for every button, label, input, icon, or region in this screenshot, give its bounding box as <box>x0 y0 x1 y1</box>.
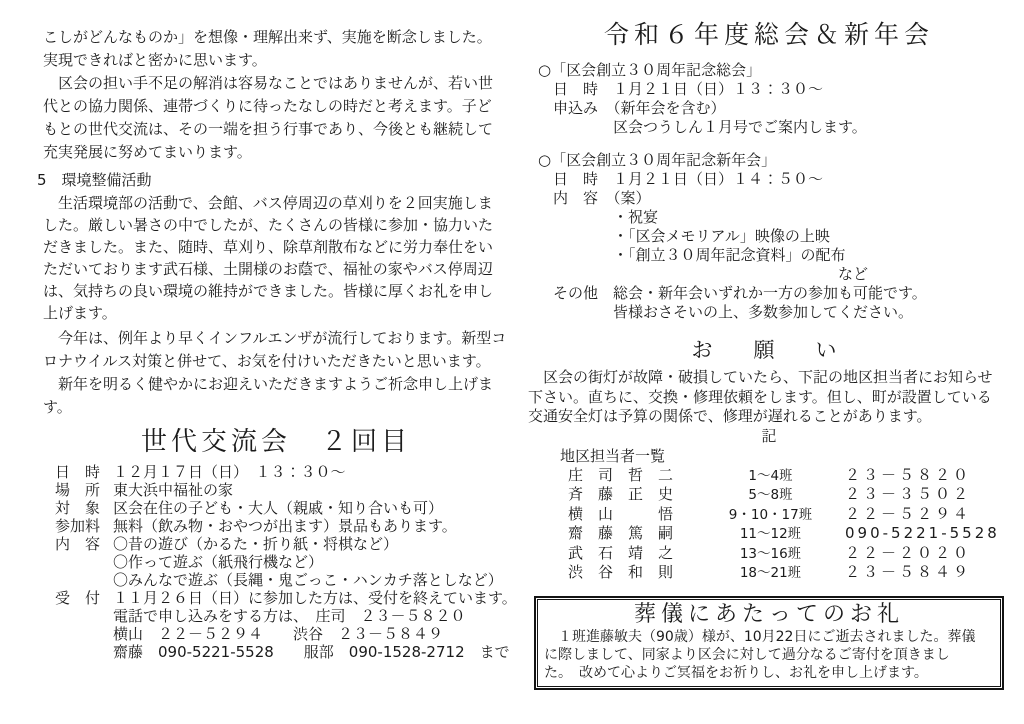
contact-area: 1～4班 <box>748 467 793 484</box>
block-line: 日 時 １月２１日（日）１４：５０～ <box>538 170 824 188</box>
anniversary-meeting-block <box>528 61 1010 137</box>
block-line: 内 容 （案） <box>538 189 651 207</box>
row-label: 対 象 <box>55 499 101 517</box>
paragraph-line: 区会の街灯が故障・破損していたら、下記の地区担当者にお知らせ <box>528 368 993 386</box>
event-row-datetime <box>55 463 517 481</box>
contact-row <box>568 466 1010 486</box>
paragraph-line: １班進藤敏夫（90歳）様が、10月22日にご逝去されました。葬儀 <box>544 628 976 645</box>
paragraph-line: こしがどんなものか」を想像・理解出来ず、実施を断念しました。 <box>43 28 492 46</box>
paragraph-line: 区会の担い手不足の解消は容易なことではありませんが、若い世 <box>43 74 494 92</box>
contact-area: 13～16班 <box>739 545 802 562</box>
left-column <box>35 26 517 661</box>
contact-phone: ２３－３５０２ <box>845 485 972 503</box>
paragraph-line: は、気持ちの良い環境の維持ができました。皆様に厚くお礼を申し <box>43 282 494 300</box>
row-value <box>113 517 517 535</box>
paragraph-line: 下さい。直ちに、交換・修理依頼をします。但し、町が設置している <box>528 387 992 406</box>
section5-paragraph <box>35 192 517 324</box>
block-line: その他 総会・新年会いずれか一方の参加も可能です。 <box>538 284 927 302</box>
paragraph-line: 交通安全灯は予算の関係で、修理が遅れることがあります。 <box>528 407 932 425</box>
block-line: ○「区会創立３０周年記念新年会」 <box>538 151 777 169</box>
contact-row <box>568 524 1010 544</box>
row-value-line: 齋藤 090-5221-5528 服部 090-1528-2712 まで <box>113 643 510 661</box>
row-value <box>113 535 517 589</box>
event-row-contents <box>55 535 517 589</box>
paragraph-line: 代との協力関係、連帯づくりに待ったなしの時だと考えます。子ど <box>43 97 492 115</box>
row-value <box>113 463 517 481</box>
general-meeting-heading: 令和６年度総会＆新年会 <box>603 20 934 49</box>
row-value <box>113 481 517 499</box>
row-value-line: 無料（飲み物・おやつが出ます）景品もあります。 <box>113 517 457 535</box>
paragraph-line: に際しまして、同家より区会に対して過分なるご寄付を頂きまし <box>544 646 950 663</box>
paragraph-line: 新年を明るく健やかにお迎えいただきますようご祈念申し上げま <box>43 375 494 393</box>
row-value-line: 区会在住の子ども・大人（親戚・知り合いも可） <box>113 499 444 517</box>
contact-row <box>568 485 1010 505</box>
row-value-line: １１月２６日（日）に参加した方は、受付を終えています。 <box>113 589 517 607</box>
funeral-body <box>544 628 994 682</box>
new-year-party-block <box>528 151 1010 322</box>
right-column <box>528 18 1010 690</box>
contact-phone: ２２－２０２０ <box>845 543 972 562</box>
contact-area: 5～8班 <box>748 487 793 503</box>
paragraph-line: 生活環境部の活動で、会館、バス停周辺の草刈りを２回実施しま <box>43 194 493 212</box>
paragraph-line: ロナウイルス対策と併せて、お気を付けいただきたいと思います。 <box>43 352 491 370</box>
contact-phone: ２３－５８４９ <box>845 563 972 581</box>
paragraph-line: た。 改めて心よりご冥福をお祈りし、お礼を申し上げます。 <box>544 664 928 681</box>
block-line: 皆様おさそいの上、多数参加してください。 <box>538 303 914 321</box>
paragraph-line: だきました。また、随時、草刈り、除草剤散布などに労力奉仕をい <box>43 238 494 256</box>
row-label: 参加料 <box>55 517 101 535</box>
block-line: 区会つうしん１月号でご案内します。 <box>538 118 867 136</box>
note-ki: 記 <box>761 426 777 445</box>
contact-name: 横 山 悟 <box>568 504 674 523</box>
event-title: 世代交流会 ２回目 <box>140 427 411 457</box>
row-value-line: 電話で申し込みをする方は、 庄司 ２３－５８２０ <box>113 607 466 625</box>
contact-list-title: 地区担当者一覧 <box>560 446 666 465</box>
row-value-line: 〇作って遊ぶ（紙飛行機など） <box>113 553 324 571</box>
block-line: 日 時 １月２１日（日）１３：３０～ <box>538 80 824 98</box>
row-label: 内 容 <box>55 535 101 553</box>
event-row-fee <box>55 517 517 535</box>
event-row-target <box>55 499 517 517</box>
block-line: ・祝宴 <box>538 208 659 226</box>
row-value <box>113 589 517 661</box>
contact-area: 9・10・17班 <box>728 506 813 523</box>
request-paragraph <box>528 368 1010 427</box>
contact-name: 渋 谷 和 則 <box>568 563 674 581</box>
contact-name: 庄 司 哲 二 <box>568 465 674 484</box>
row-value-line: 東大浜中福祉の家 <box>113 481 234 499</box>
paragraph-line: す。 <box>43 398 72 416</box>
contact-list <box>528 466 1010 583</box>
contact-name: 武 石 靖 之 <box>568 543 674 562</box>
contact-row <box>568 544 1010 564</box>
row-value-line: 横山 ２２－５２９４ 渋谷 ２３－５８４９ <box>113 625 444 643</box>
funeral-title: 葬儀にあたってのお礼 <box>633 601 904 627</box>
block-line: ○「区会創立３０周年記念総会」 <box>538 61 762 79</box>
row-label: 日 時 <box>55 463 101 481</box>
paragraph-line: 実現できればと密かに思います。 <box>43 51 267 69</box>
contact-phone: ２３－５８２０ <box>845 465 972 484</box>
contact-area: 18～21班 <box>739 565 802 581</box>
block-line: ・「区会メモリアル」映像の上映 <box>538 227 830 245</box>
row-value-line: １２月１７日（日） １３：３０～ <box>113 463 346 481</box>
contact-row <box>568 563 1010 583</box>
paragraph-line: 充実発展に努めてまいります。 <box>43 143 252 161</box>
contact-name: 齋 藤 篤 嗣 <box>568 524 674 542</box>
row-label: 受 付 <box>55 589 101 607</box>
event-row-reception <box>55 589 517 661</box>
event-row-place <box>55 481 517 499</box>
contact-phone: 090-5221-5528 <box>845 524 1000 542</box>
funeral-notice-box <box>534 596 1004 690</box>
paragraph-line: 上げます。 <box>43 304 117 322</box>
request-heading: お 願 い <box>691 338 847 362</box>
paragraph-line: した。厳しい暑さの中でしたが、たくさんの皆様に参加・協力いた <box>43 216 494 234</box>
closing-paragraph <box>35 327 517 419</box>
contact-row <box>568 505 1010 525</box>
block-line: など <box>538 265 869 283</box>
contact-phone: ２２－５２９４ <box>845 504 972 523</box>
paragraph-line: もとの世代交流は、その一端を担う行事であり、今後とも継続して <box>43 120 494 138</box>
paragraph-line: ただいております武石様、土開様のお蔭で、福祉の家やバス停周辺 <box>43 260 493 278</box>
contact-name: 斉 藤 正 史 <box>568 485 674 503</box>
intro-paragraph <box>35 26 517 164</box>
event-details <box>35 463 517 661</box>
section5-heading: 5 環境整備活動 <box>37 171 152 189</box>
block-line: 申込み （新年会を含む） <box>538 99 726 117</box>
row-value-line: 〇昔の遊び（かるた・折り紙・将棋など） <box>113 535 399 553</box>
funeral-notice-inner <box>537 599 1001 687</box>
block-line: ・「創立３０周年記念資料」の配布 <box>538 246 846 264</box>
row-value-line: 〇みんなで遊ぶ（長縄・鬼ごっこ・ハンカチ落としなど） <box>113 571 503 589</box>
paragraph-line: 今年は、例年より早くインフルエンザが流行しております。新型コ <box>43 329 507 347</box>
contact-area: 11～12班 <box>739 526 802 542</box>
row-value <box>113 499 517 517</box>
row-label: 場 所 <box>55 481 101 499</box>
